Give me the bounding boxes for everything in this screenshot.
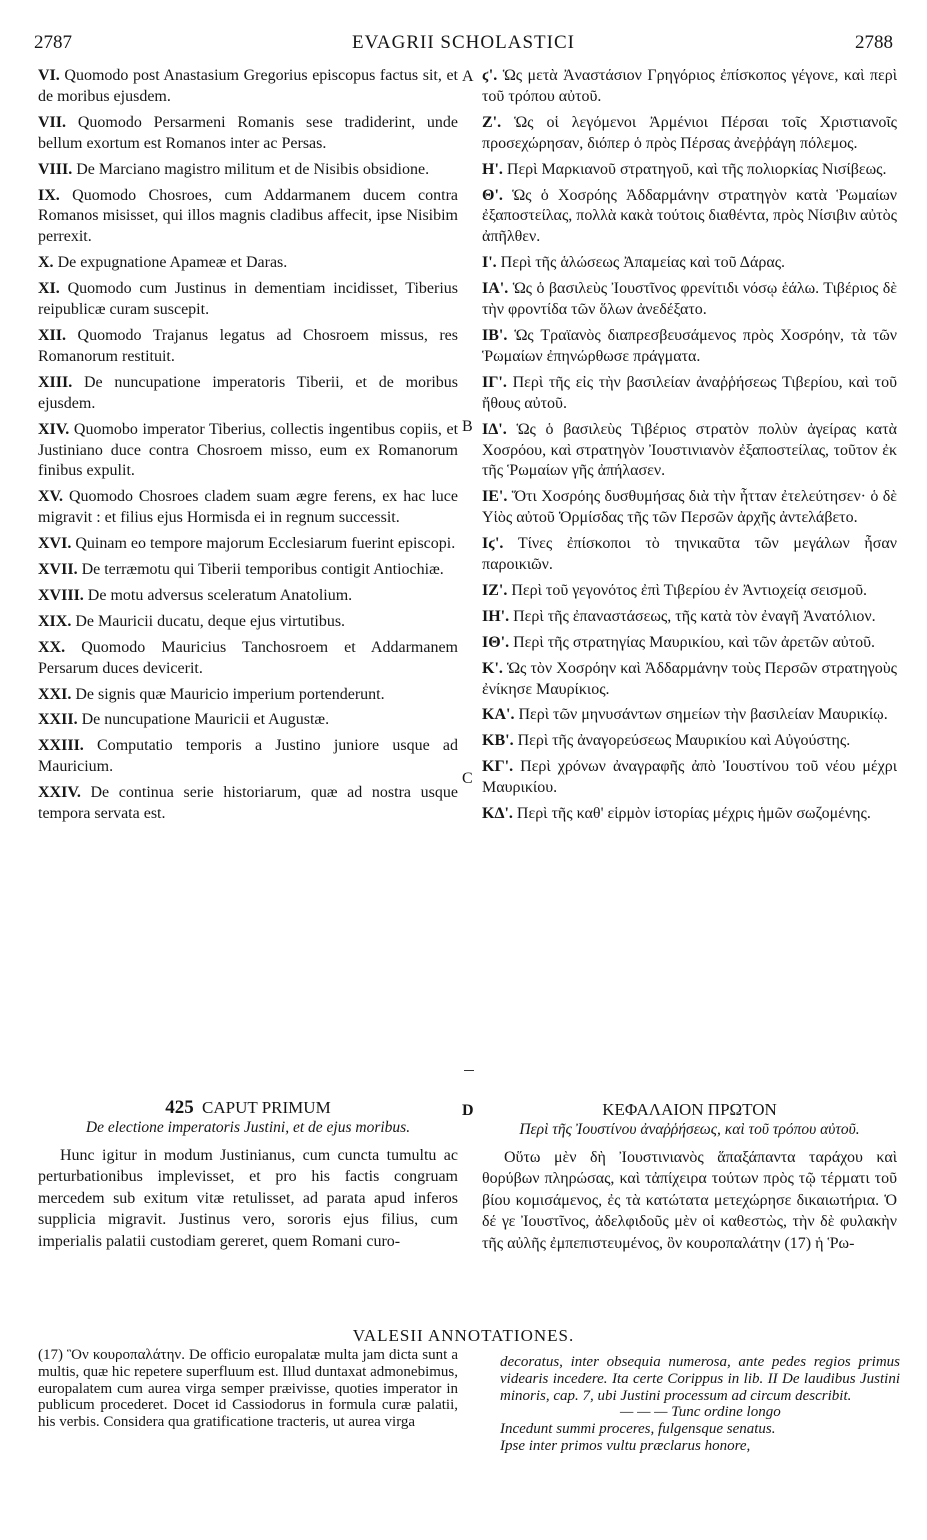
item-text: Quomodo Chosroes, cum Addarmanem ducem contra Romanos misisset, qui illos magnis cladibus affecit, ipse Nisibim perrexit. xyxy=(38,186,459,246)
item-number: ΙΗ'. xyxy=(482,607,510,625)
latin-contents-item xyxy=(38,186,458,249)
item-number: XV. xyxy=(38,488,64,506)
greek-contents-item xyxy=(482,659,897,701)
item-number: ΙΑ'. xyxy=(482,280,509,298)
greek-contents-item xyxy=(482,373,897,415)
item-number: Ζ'. xyxy=(482,113,502,131)
item-number: VI. xyxy=(38,67,60,84)
item-text: Quomodo Chosroes cladem suam ægre ferens, ex hac luce migravit : et filius ejus Hormisda ei in regnum successit. xyxy=(38,488,458,527)
item-number: Θ'. xyxy=(482,186,503,204)
page-number-right: 2788 xyxy=(855,32,893,53)
annotations-title: VALESII ANNOTATIONES. xyxy=(352,1326,575,1345)
latin-chapter xyxy=(38,1098,458,1252)
item-number: XVI. xyxy=(38,535,72,553)
item-number: XVIII. xyxy=(38,586,84,604)
latin-contents-item xyxy=(38,66,458,108)
item-text: Τίνες ἐπίσκοποι τὸ τηνικαῦτα τῶν μεγάλων ἦσαν παροικιῶν. xyxy=(482,535,897,574)
latin-contents-item xyxy=(38,710,458,731)
margin-letter-d: D xyxy=(462,1102,474,1119)
item-number: XIX. xyxy=(38,612,72,630)
latin-chapter-subtitle: De electione imperatoris Justini, et de ejus moribus. xyxy=(85,1118,411,1136)
latin-contents-item xyxy=(38,420,458,483)
divider xyxy=(464,1070,474,1071)
item-text: Quomodo cum Justinus in dementiam incidisset, Tiberius reipublicæ curam suscepit. xyxy=(38,280,458,319)
item-text: De nuncupatione imperatoris Tiberii, et de moribus ejusdem. xyxy=(38,373,459,412)
item-number: ΚΓ'. xyxy=(482,758,514,776)
greek-chapter-title: ΚΕΦΑΛΑΙΟΝ ΠΡΩΤΟΝ xyxy=(602,1100,777,1119)
item-number: XVII. xyxy=(38,561,78,579)
item-text: Computatio temporis a Justino juniore usque ad Mauricium. xyxy=(38,737,459,776)
item-number: ΙΔ'. xyxy=(482,420,507,438)
item-text: De motu adversus sceleratum Anatolium. xyxy=(87,586,353,604)
item-number: XII. xyxy=(38,326,67,344)
latin-contents-item xyxy=(38,279,458,321)
item-text: De expugnatione Apameæ et Daras. xyxy=(57,254,288,272)
item-number: ΙΖ'. xyxy=(482,581,508,599)
item-number: ΙΒ'. xyxy=(482,326,508,344)
item-text: De terræmotu qui Tiberii temporibus contigit Antiochiæ. xyxy=(81,561,444,579)
latin-chapter-body: Hunc igitur in modum Justinianus, cum cuncta tumultu ac perturbationibus implevisset, et pro his factis congruam mercedem sub exitum vitæ retulisset, ad parata apud inferos supplicia migravit. Justinus vero, sororis ejus filius, cum imperialis palatii custodiam gereret, quem Romani curo- xyxy=(38,1146,458,1250)
running-title: EVAGRII SCHOLASTICI xyxy=(352,32,575,53)
item-number: ΙΘ'. xyxy=(482,633,510,651)
item-text: De signis quæ Mauricio imperium portenderunt. xyxy=(75,685,385,703)
greek-contents-item xyxy=(482,186,897,249)
latin-contents-item xyxy=(38,373,458,415)
item-text: Περὶ τῆς ἀναγορεύσεως Μαυρικίου καὶ Αὐγούστης. xyxy=(517,732,851,750)
item-number: Ι'. xyxy=(482,254,497,272)
item-number: XIII. xyxy=(38,373,73,391)
item-number: XXIII. xyxy=(38,737,84,755)
item-number: VIII. xyxy=(38,160,73,178)
greek-contents-item xyxy=(482,487,897,529)
latin-contents-item xyxy=(38,560,458,581)
greek-contents-item xyxy=(482,581,897,602)
greek-contents-item xyxy=(482,420,897,483)
verse-line: Incedunt summi proceres, fulgensque senatus. xyxy=(500,1421,776,1438)
greek-contents-item xyxy=(482,279,897,321)
item-text: Περὶ τῆς ἐπαναστάσεως, τῆς κατὰ τὸν ἐναγῆ Ἀνατόλιον. xyxy=(513,607,876,625)
verse-line: Ipse inter primos vultu præclarus honore, xyxy=(500,1437,751,1454)
item-number: ΚΒ'. xyxy=(482,732,514,750)
item-number: X. xyxy=(38,254,54,272)
item-number: VII. xyxy=(38,113,67,131)
greek-chapter-subtitle: Περὶ τῆς Ἰουστίνου ἀναῤῥήσεως, καὶ τοῦ τρόπου αὐτοῦ. xyxy=(519,1120,860,1138)
latin-contents-item xyxy=(38,113,458,155)
annotation-right-text: decoratus, inter obsequia numerosa, ante pedes regios primus videaris incedere. Ita certe Corippus in lib. II De laudibus Justini minoris, cap. 7, ubi Justini processum ad circum describit. xyxy=(500,1354,900,1404)
item-text: Ὡς Τραϊανὸς διαπρεσβευσάμενος πρὸς Χοσρόην, τὰ τῶν Ῥωμαίων ἐπηνώρθωσε πράγματα. xyxy=(482,326,897,365)
item-text: Ὡς τὸν Χοσρόην καὶ Ἀδδαρμάνην τοὺς Περσῶν στρατηγοὺς ἐνίκησε Μαυρίκιος. xyxy=(482,659,898,698)
greek-contents-item xyxy=(482,66,897,108)
greek-contents-item xyxy=(482,160,897,181)
item-text: Quomobo imperator Tiberius, collectis ingentibus copiis, et Justiniano duce contra Chosroem misso, eum ex Romanorum finibus expulit. xyxy=(38,420,459,480)
latin-contents-item xyxy=(38,253,458,274)
latin-contents-item xyxy=(38,326,458,368)
item-text: Quinam eo tempore majorum Ecclesiarum fuerint episcopi. xyxy=(75,535,456,553)
item-text: Quomodo post Anastasium Gregorius episcopus factus sit, et de moribus ejusdem. xyxy=(38,67,459,105)
item-number: ΙΕ'. xyxy=(482,488,508,506)
greek-chapter xyxy=(482,1100,897,1254)
latin-contents-item xyxy=(38,586,458,607)
item-number: IX. xyxy=(38,186,60,204)
greek-contents-item xyxy=(482,757,897,799)
item-number: XIV. xyxy=(38,420,70,438)
item-text: De nuncupatione Mauricii et Augustæ. xyxy=(81,711,330,729)
greek-contents-item xyxy=(482,534,897,576)
item-number: ΙΓ'. xyxy=(482,373,507,391)
greek-contents-item xyxy=(482,705,897,726)
item-number: ΚΔ'. xyxy=(482,805,513,823)
latin-contents-item xyxy=(38,534,458,555)
page-number-left: 2787 xyxy=(34,32,72,53)
latin-contents-item xyxy=(38,638,458,680)
latin-chapter-title: CAPUT PRIMUM xyxy=(202,1098,331,1117)
annotation-left: (17) Ὃν κουροπαλάτην. De officio europalatæ multa jam dicta sunt a multis, quæ hic repetere superfluum est. Illud duntaxat admonebimus, europalatem cum aurea virga semper præivisse, quoties imperator in publicum procederet. Docet id Cassiodorus in formula curæ palatii, his verbis. Considera qua gratificatione tracteris, ut aurea virga xyxy=(38,1347,458,1431)
greek-chapter-body: Οὕτω μὲν δὴ Ἰουστινιανὸς ἅπαξάπαντα ταράχου καὶ θορύβων πληρώσας, καὶ τἀπίχειρα τούτων πρὸς τῷ τέρματι τοῦ βίου κομισάμενος, ἐς τὰ κατώτατα μετεχώρησε δικαιωτήρια. Ὁ δέ γε Ἰουστῖνος, ἀδελφιδοῦς μὲν οἱ καθεστὼς, τὴν δὲ φυλακὴν τῆς αὐλῆς ἐμπεπιστευμένος, ὃν κουροπαλάτην (17) ἡ Ῥω- xyxy=(482,1148,897,1252)
item-text: Περὶ τῶν μηνυσάντων σημείων τὴν βασιλείαν Μαυρικίῳ. xyxy=(518,706,888,724)
item-text: De Mauricii ducatu, deque ejus virtutibus. xyxy=(75,612,346,630)
item-text: Quomodo Mauricius Tanchosroem et Addarmanem Persarum duces devicerit. xyxy=(38,638,458,677)
greek-contents-item xyxy=(482,633,897,654)
item-text: Περὶ τῆς καθ' εἱρμὸν ἱστορίας μέχρις ἡμῶν σωζομένης. xyxy=(516,805,871,823)
latin-contents-item xyxy=(38,736,458,778)
annotation-right xyxy=(500,1354,900,1455)
item-text: Ὡς οἱ λεγόμενοι Ἀρμένιοι Πέρσαι τοῖς Χριστιανοῖς προσεχώρησαν, διόπερ ὁ πρὸς Πέρσας ἀνεῤῥάγη πόλεμος. xyxy=(482,113,898,152)
item-text: Ὡς ὁ βασιλεὺς Τιβέριος στρατὸν πολὺν ἀγείρας κατὰ Χοσρόου, καὶ στρατηγὸν Ἰουστινιανὸν ἐξαποστείλας, τοῦτον ἐκ τῆς Ῥωμαίων γῆς ἀπήλασεν. xyxy=(482,420,898,480)
item-number: XX. xyxy=(38,638,66,656)
item-number: XXI. xyxy=(38,685,72,703)
item-number: XXIV. xyxy=(38,784,81,802)
greek-contents-item xyxy=(482,326,897,368)
item-text: Περὶ Μαρκιανοῦ στρατηγοῦ, καὶ τῆς πολιορκίας Νισίβεως. xyxy=(506,160,887,178)
latin-contents-item xyxy=(38,612,458,633)
latin-contents-item xyxy=(38,783,458,825)
verse-line: — — — Tunc ordine longo xyxy=(620,1404,781,1421)
item-text: Quomodo Trajanus legatus ad Chosroem missus, res Romanorum restituit. xyxy=(38,326,459,365)
item-text: Περὶ τῆς εἰς τὴν βασιλείαν ἀναῤῥήσεως Τιβερίου, καὶ τοῦ ἤθους αὐτοῦ. xyxy=(482,373,898,412)
item-number: XI. xyxy=(38,280,60,298)
greek-contents-item xyxy=(482,804,897,825)
item-number: Ιϛ'. xyxy=(482,535,504,553)
column-number: 425 xyxy=(165,1097,194,1118)
item-text: Ὡς ὁ Χοσρόης Ἀδδαρμάνην στρατηγὸν κατὰ Ῥωμαίων ἐξαποστείλας, πολλὰ κακὰ τούτοις διαθέντα, πρὸς Νίσιβιν αὐτὸς ἀπῆλθεν. xyxy=(482,186,898,246)
item-text: Περὶ χρόνων ἀναγραφῆς ἀπὸ Ἰουστίνου τοῦ νέου μέχρι Μαυρικίου. xyxy=(482,758,898,797)
item-text: Quomodo Persarmeni Romanis sese tradiderint, unde bellum exortum est Romanos inter ac Persas. xyxy=(38,113,459,152)
item-text: Περὶ τῆς ἁλώσεως Ἀπαμείας καὶ τοῦ Δάρας. xyxy=(500,254,786,272)
margin-letter-b: B xyxy=(462,418,473,435)
greek-contents-item xyxy=(482,113,897,155)
item-text: Περὶ τῆς στρατηγίας Μαυρικίου, καὶ τῶν ἀρετῶν αὐτοῦ. xyxy=(513,633,875,651)
margin-letter-a: A xyxy=(462,68,474,85)
item-number: XXII. xyxy=(38,711,78,729)
greek-contents-item xyxy=(482,607,897,628)
item-text: Ὡς μετὰ Ἀναστάσιον Γρηγόριος ἐπίσκοπος γέγονε, καὶ περὶ τοῦ τρόπου αὐτοῦ. xyxy=(482,67,898,105)
item-text: Περὶ τοῦ γεγονότος ἐπὶ Τιβερίου ἐν Ἀντιοχείᾳ σεισμοῦ. xyxy=(511,581,867,599)
item-text: Ὡς ὁ βασιλεὺς Ἰουστῖνος φρενίτιδι νόσῳ ἑάλω. Τιβέριος δὲ τὴν φροντίδα τῶν ὅλων ἀνεδέξατο. xyxy=(482,280,897,319)
page-header xyxy=(0,32,927,58)
item-number: ϛ'. xyxy=(482,67,498,84)
greek-contents xyxy=(482,66,897,830)
latin-contents xyxy=(38,66,458,830)
latin-contents-item xyxy=(38,160,458,181)
greek-contents-item xyxy=(482,253,897,274)
latin-contents-item xyxy=(38,685,458,706)
item-text: De Marciano magistro militum et de Nisibis obsidione. xyxy=(76,160,430,178)
latin-contents-item xyxy=(38,487,458,529)
margin-letter-c: C xyxy=(462,770,473,787)
greek-contents-item xyxy=(482,731,897,752)
item-text: Ὅτι Χοσρόης δυσθυμήσας διὰ τὴν ἧτταν ἐτελεύτησεν· ὁ δὲ Υἱὸς αὐτοῦ Ὁρμίσδας τῆς τῶν Περσῶν ἀρχῆς ἀντελάβετο. xyxy=(482,488,898,527)
latin-chapter-heading xyxy=(38,1098,458,1119)
item-number: Κ'. xyxy=(482,659,503,677)
item-text: De continua serie historiarum, quæ ad nostra usque tempora servata est. xyxy=(38,784,458,823)
item-number: Η'. xyxy=(482,160,503,178)
item-number: ΚΑ'. xyxy=(482,706,515,724)
